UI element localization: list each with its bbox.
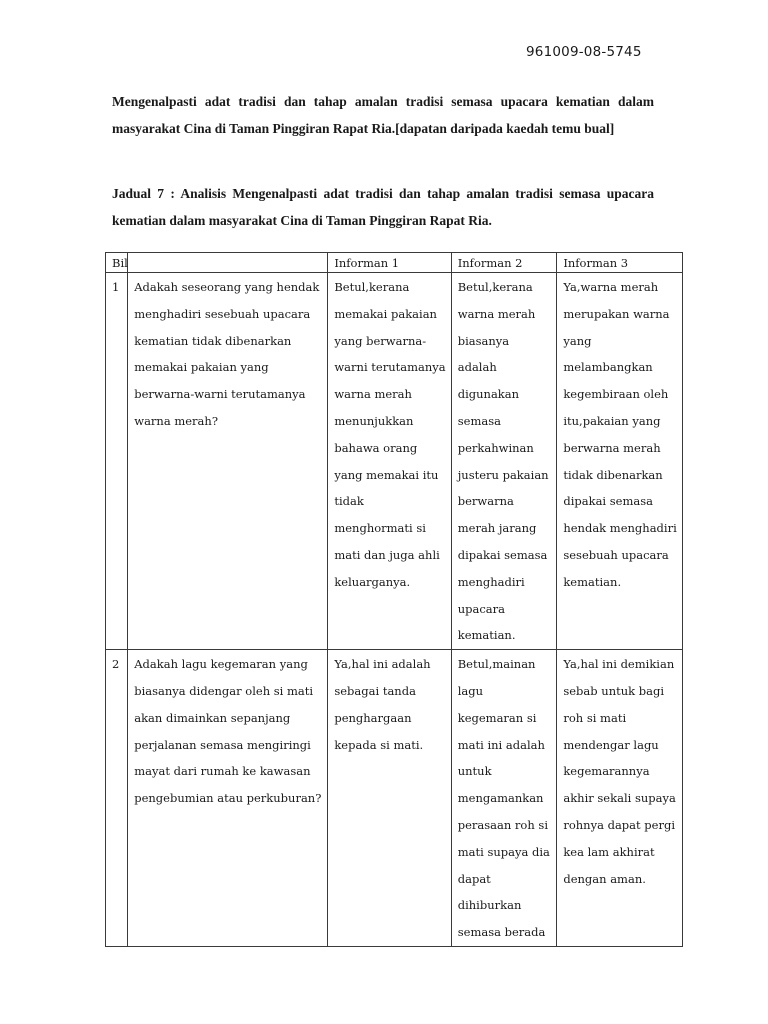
header-informan-1: Informan 1	[328, 253, 451, 273]
table-header-row	[106, 253, 683, 273]
informan-2-answer: Betul,kerana warna merah biasanya adalah digunakan semasa perkahwinan justeru pakaian berwarna merah jarang dipakai semasa menghadiri upacara kematian.	[451, 273, 557, 650]
informan-1-answer: Ya,hal ini adalah sebagai tanda penghargaan kepada si mati.	[328, 650, 451, 947]
informan-3-answer: Ya,hal ini demikian sebab untuk bagi roh si mati mendengar lagu kegemarannya akhir sekali supaya rohnya dapat pergi kea lam akhirat dengan aman.	[557, 650, 683, 947]
page-id-number: 961009-08-5745	[526, 44, 642, 60]
row-number: 1	[106, 273, 128, 650]
header-informan-2: Informan 2	[451, 253, 557, 273]
table-row	[106, 650, 683, 947]
informan-3-answer: Ya,warna merah merupakan warna yang melambangkan kegembiraan oleh itu,pakaian yang berwarna merah tidak dibenarkan dipakai semasa hendak menghadiri sesebuah upacara kematian.	[557, 273, 683, 650]
question-cell: Adakah lagu kegemaran yang biasanya didengar oleh si mati akan dimainkan sepanjang perjalanan semasa mengiringi mayat dari rumah ke kawasan pengebumian atau perkuburan?	[128, 650, 328, 947]
table-caption: Jadual 7 : Analisis Mengenalpasti adat tradisi dan tahap amalan tradisi semasa upacara kematian dalam masyarakat Cina di Taman Pinggiran Rapat Ria.	[112, 186, 654, 228]
document-title: Mengenalpasti adat tradisi dan tahap amalan tradisi semasa upacara kematian dalam masyarakat Cina di Taman Pinggiran Rapat Ria.[dapatan daripada kaedah temu bual]	[112, 94, 654, 136]
row-number: 2	[106, 650, 128, 947]
informan-2-answer: Betul,mainan lagu kegemaran si mati ini adalah untuk mengamankan perasaan roh si mati supaya dia dapat dihiburkan semasa berada	[451, 650, 557, 947]
analysis-table	[105, 252, 683, 947]
header-question	[128, 253, 328, 273]
header-bil: Bil	[106, 253, 128, 273]
header-informan-3: Informan 3	[557, 253, 683, 273]
table-row	[106, 273, 683, 650]
question-cell: Adakah seseorang yang hendak menghadiri sesebuah upacara kematian tidak dibenarkan memakai pakaian yang berwarna-warni terutamanya warna merah?	[128, 273, 328, 650]
informan-1-answer: Betul,kerana memakai pakaian yang berwarna-warni terutamanya warna merah menunjukkan bahawa orang yang memakai itu tidak menghormati si mati dan juga ahli keluarganya.	[328, 273, 451, 650]
